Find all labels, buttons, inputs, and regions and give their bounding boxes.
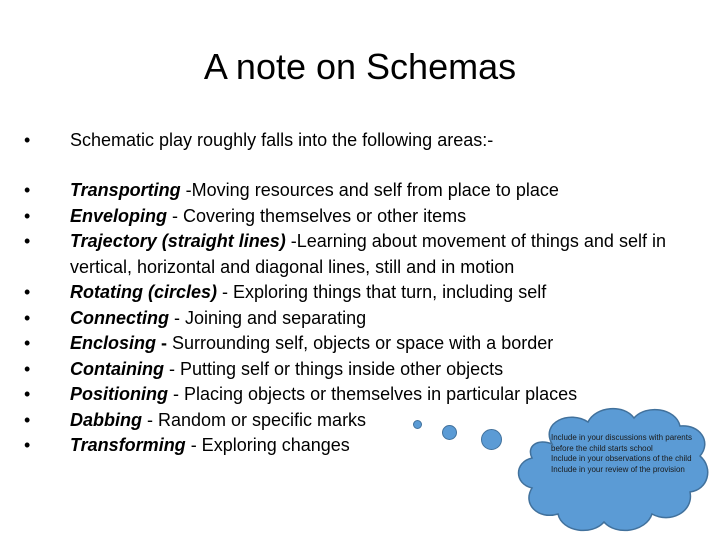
schema-description: -Learning about movement of things and self in vertical, horizontal and diagonal lines, still and in motion <box>70 231 666 277</box>
schema-description: - Exploring things that turn, including self <box>217 282 547 302</box>
schema-term: Positioning <box>70 384 168 404</box>
schema-description: - Covering themselves or other items <box>167 205 467 226</box>
list-item <box>24 229 704 280</box>
list-item <box>24 331 704 357</box>
schema-term: Transporting <box>70 180 181 200</box>
schema-description: - Putting self or things inside other objects <box>163 358 504 379</box>
schema-term: Connecting <box>70 307 169 328</box>
bullet-icon: • <box>24 130 31 150</box>
bubble-trail-dot <box>413 420 422 429</box>
schema-term: Rotating (circles) <box>70 282 218 302</box>
schema-term: Dabbing <box>70 409 142 430</box>
schema-description: - Random or specific marks <box>142 409 367 430</box>
thought-cloud-callout <box>500 400 720 540</box>
schema-term: Trajectory (straight lines) <box>70 231 286 251</box>
schema-term: Transforming <box>70 435 186 455</box>
schema-term: Enclosing - <box>70 333 173 353</box>
list-item <box>24 280 704 306</box>
bubble-trail-dot <box>481 429 502 450</box>
schema-description: Surrounding self, objects or space with a border <box>172 333 554 353</box>
schema-term: Enveloping <box>70 205 168 226</box>
list-item <box>24 178 704 204</box>
slide-title: A note on Schemas <box>203 46 517 87</box>
intro-line <box>24 128 704 152</box>
schema-description: - Exploring changes <box>185 435 350 455</box>
schema-term: Containing <box>70 358 164 379</box>
schema-description: - Joining and separating <box>169 307 367 328</box>
callout-text <box>551 433 699 475</box>
callout-line: Include in your observations of the child <box>551 454 692 463</box>
list-item <box>24 357 704 383</box>
schema-description: - Placing objects or themselves in particular places <box>168 384 578 404</box>
schema-description: -Moving resources and self from place to place <box>180 180 559 200</box>
list-item <box>24 204 704 230</box>
bubble-trail-dot <box>442 425 457 440</box>
list-item <box>24 306 704 332</box>
callout-line: Include in your review of the provision <box>551 464 685 474</box>
callout-line: Include in your discussions with parents before the child starts school <box>551 433 692 453</box>
intro-text: Schematic play roughly falls into the following areas:- <box>70 130 494 150</box>
